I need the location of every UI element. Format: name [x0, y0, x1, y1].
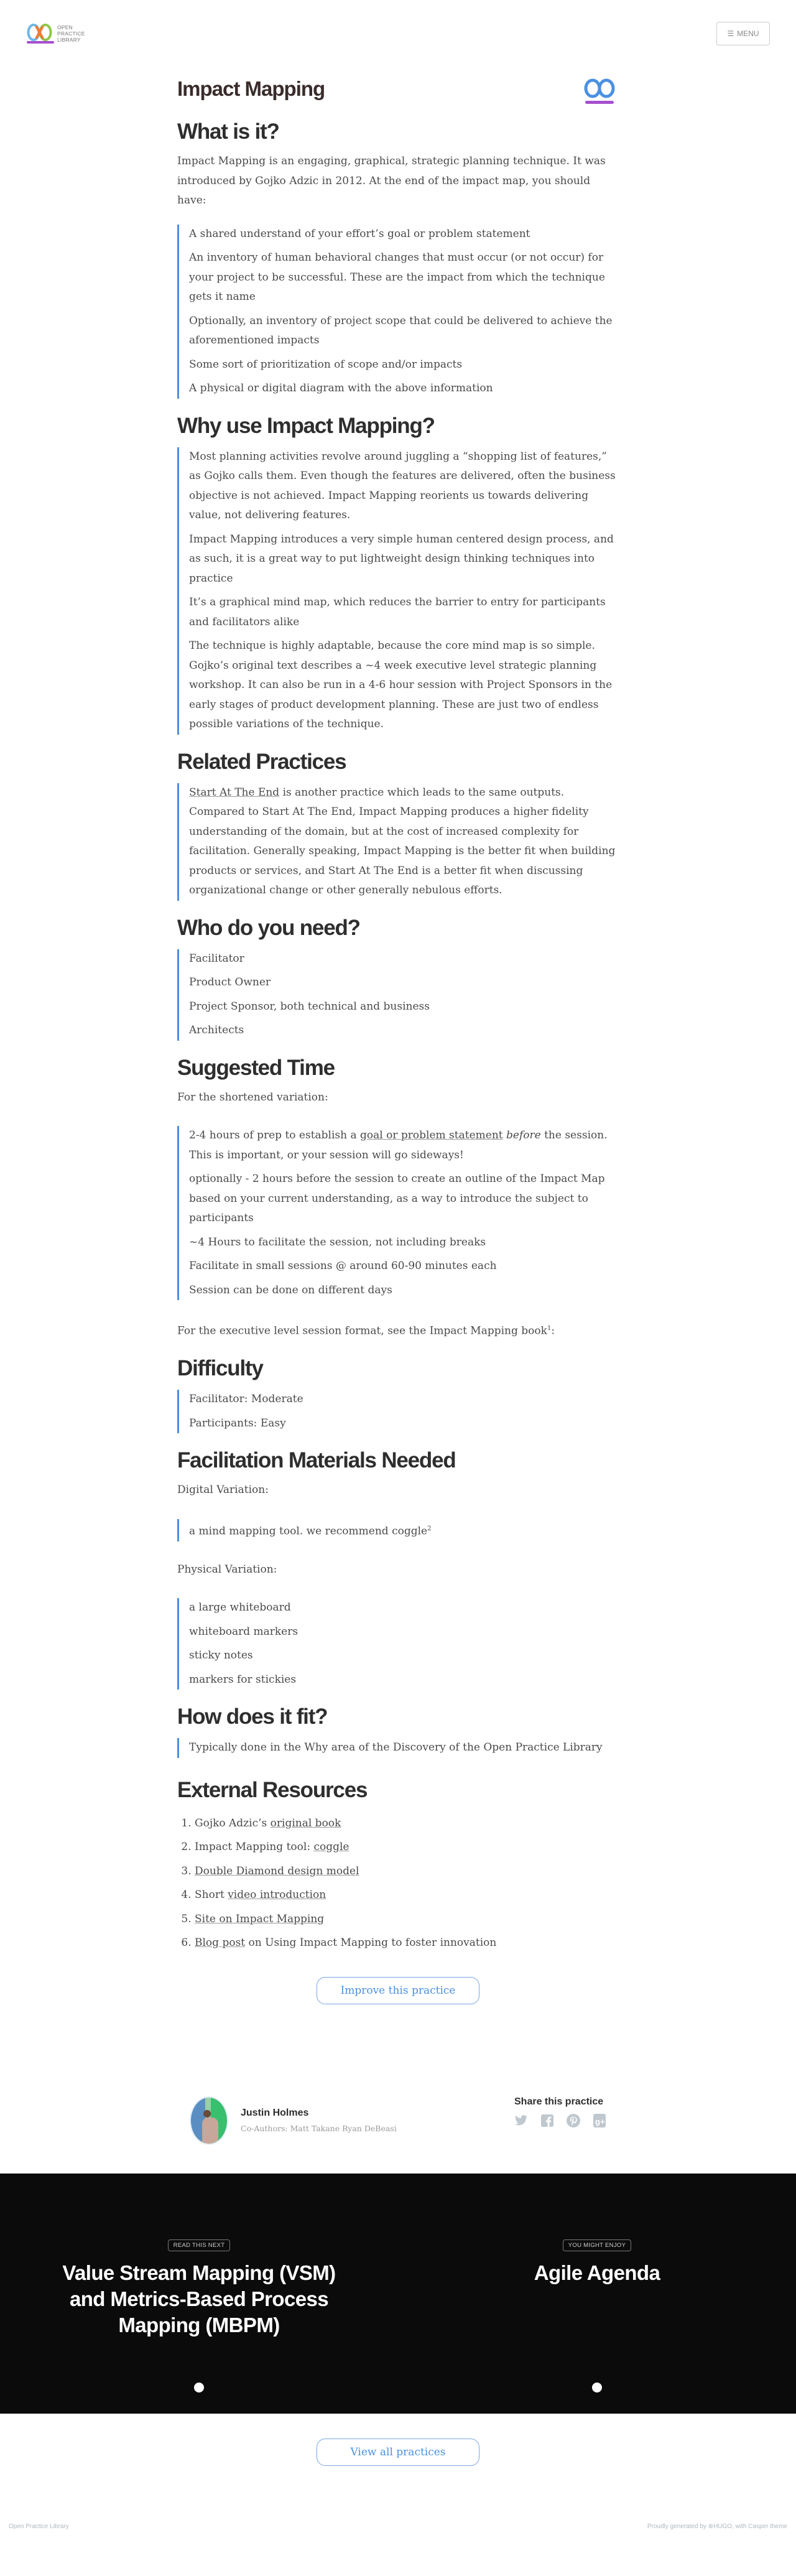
read-next-card[interactable] [0, 2174, 398, 2414]
original-book-link[interactable]: original book [270, 1816, 341, 1830]
text: a mind mapping tool. we recommend coggle [189, 1525, 428, 1538]
related-paragraph [189, 783, 619, 901]
resource-item [195, 1933, 619, 1953]
section-heading: What is it? [177, 119, 279, 144]
section-difficulty [177, 1355, 619, 1433]
might-enjoy-title[interactable]: Agile Agenda [534, 2261, 660, 2284]
fit-text [177, 1738, 619, 1758]
author-section [190, 2079, 606, 2147]
share-section [514, 2096, 606, 2147]
start-at-the-end-link[interactable]: Start At The End [189, 786, 280, 799]
coggle-link[interactable]: coggle [313, 1841, 349, 1854]
infinity-icon [581, 76, 619, 106]
footnote-1[interactable]: 1 [547, 1325, 552, 1332]
list-item: It’s a graphical mind map, which reduces the barrier to entry for participants and facilitators alike [189, 596, 606, 628]
read-next-title[interactable]: Value Stream Mapping (VSM) and Metrics-Based Process Mapping (MBPM) [62, 2261, 336, 2337]
digital-list [177, 1519, 619, 1541]
section-who [177, 914, 619, 1041]
resources-list [177, 1814, 619, 1953]
list-item: sticky notes [189, 1649, 253, 1662]
section-what-is-it [177, 118, 619, 399]
section-heading: Difficulty [177, 1356, 263, 1381]
time-outro [177, 1319, 619, 1341]
svg-text:g+: g+ [595, 2116, 605, 2126]
improve-practice-button[interactable]: Improve this practice [317, 1977, 479, 2004]
site-footer [0, 2523, 796, 2548]
hamburger-icon: ☰ [727, 29, 734, 38]
menu-button[interactable] [716, 22, 770, 45]
author-name[interactable]: Justin Holmes [241, 2108, 309, 2119]
resource-item [195, 1910, 619, 1930]
footer-site-name[interactable]: Open Practice Library [9, 2523, 69, 2530]
section-external-resources [177, 1777, 619, 2004]
list-item [189, 1519, 619, 1541]
might-enjoy-tag: YOU MIGHT ENJOY [563, 2239, 631, 2251]
section-why-use [177, 412, 619, 735]
text: Gojko Adzic’s [195, 1816, 271, 1830]
list-item: optionally - 2 hours before the session to create an outline of the Impact Map based on your current understanding, as a way to introduce the subject to participants [189, 1173, 605, 1224]
circle-icon [592, 2383, 602, 2392]
read-next-tag: READ THIS NEXT [168, 2239, 231, 2251]
logo-infinity-icon [26, 23, 55, 44]
outcomes-list [177, 225, 619, 399]
twitter-icon[interactable] [514, 2114, 528, 2127]
list-item: Facilitate in small sessions @ around 60-90 minutes each [189, 1260, 497, 1272]
google-plus-icon[interactable] [593, 2114, 606, 2127]
practice-article [177, 77, 619, 2004]
section-materials [177, 1447, 619, 1690]
list-item: Session can be done on different days [189, 1283, 392, 1296]
read-next-section [0, 2174, 796, 2414]
double-diamond-link[interactable]: Double Diamond design model [195, 1864, 359, 1877]
menu-label: MENU [737, 29, 759, 38]
list-item: The technique is highly adaptable, because the core mind map is so simple. Gojko’s original text describes a ~4 week executive level strategic planning workshop. It can also be run in a 4-6 hour session with Project Sponsors in the early stages of product development planning. These are just two of endless possible variations of the technique. [189, 639, 613, 730]
why-list [177, 447, 619, 735]
list-item: markers for stickies [189, 1673, 297, 1686]
digital-label: Digital Variation: [177, 1484, 269, 1497]
section-heading: Who do you need? [177, 915, 360, 940]
pinterest-icon[interactable] [567, 2114, 580, 2127]
time-list [177, 1126, 619, 1300]
physical-list [177, 1598, 619, 1690]
blog-post-link[interactable]: Blog post [195, 1937, 246, 1950]
site-logo[interactable] [26, 23, 85, 44]
circle-icon [194, 2383, 204, 2392]
section-heading: How does it fit? [177, 1704, 328, 1729]
roles-list [177, 949, 619, 1041]
difficulty-list [177, 1390, 619, 1433]
text: For the executive level session format, see the Impact Mapping book [177, 1324, 547, 1337]
list-item: ~4 Hours to facilitate the session, not including breaks [189, 1235, 486, 1248]
author-info [190, 2095, 397, 2147]
text: the session. This is important, or your session will go sideways! [189, 1129, 608, 1161]
logo-line: LIBRARY [57, 37, 81, 43]
list-item: A physical or digital diagram with the above information [189, 382, 493, 394]
logo-text [57, 24, 85, 43]
section-related-practices [177, 748, 619, 901]
top-bar [0, 0, 796, 62]
list-item: Facilitator [189, 952, 244, 965]
section-heading: Suggested Time [177, 1055, 335, 1080]
list-item: Impact Mapping introduces a very simple human centered design process, and as such, it is a great way to put lightweight design thinking techniques into practice [189, 532, 614, 585]
page-title: Impact Mapping [177, 77, 325, 100]
footer-credit: Proudly generated by ⊕HUGO, with Casper theme [647, 2523, 787, 2530]
intro-text: Impact Mapping is an engaging, graphical, strategic planning technique. It was introduced by Gojko Adzic in 2012. At the end of the impact map, you should have: [177, 155, 606, 207]
share-icons [514, 2114, 606, 2127]
section-heading: External Resources [177, 1777, 368, 1802]
list-item: Optionally, an inventory of project scope that could be delivered to achieve the aforementioned impacts [189, 314, 613, 346]
logo-line: OPEN [57, 24, 73, 30]
section-heading: Facilitation Materials Needed [177, 1448, 456, 1473]
text: Impact Mapping tool: [195, 1841, 314, 1854]
list-item: A shared understand of your effort’s goal or problem statement [189, 227, 530, 240]
list-item: Participants: Easy [189, 1416, 286, 1430]
emphasis: before [506, 1129, 541, 1142]
time-intro: For the shortened variation: [177, 1090, 328, 1104]
facebook-icon[interactable] [540, 2114, 554, 2127]
resource-item [195, 1862, 619, 1882]
list-item: Most planning activities revolve around juggling a “shopping list of features,” as Gojko calls them. Even though the features are delivered, often the business objective is not achieved. Impact Mapping reorients us towards delivering value, not delivering features. [189, 450, 616, 521]
share-title: Share this practice [514, 2096, 604, 2107]
resource-item [195, 1814, 619, 1834]
section-suggested-time [177, 1054, 619, 1342]
text: : [551, 1324, 555, 1337]
list-item: whiteboard markers [189, 1625, 298, 1638]
logo-line: PRACTICE [57, 30, 85, 37]
video-introduction-link[interactable]: video introduction [228, 1889, 326, 1902]
avatar[interactable] [190, 2096, 228, 2145]
list-item: Some sort of prioritization of scope and/or impacts [189, 358, 463, 371]
list-item: Architects [189, 1024, 244, 1036]
coauthors: Co-Authors: Matt Takane Ryan DeBeasi [241, 2124, 397, 2134]
text: on Using Impact Mapping to foster innovation [245, 1937, 497, 1950]
related-text [177, 783, 619, 901]
physical-label: Physical Variation: [177, 1563, 277, 1576]
section-how-fit [177, 1703, 619, 1758]
might-enjoy-card[interactable] [398, 2174, 796, 2414]
section-heading: Related Practices [177, 749, 346, 774]
section-heading: Why use Impact Mapping? [177, 413, 435, 438]
impact-mapping-site-link[interactable]: Site on Impact Mapping [195, 1912, 325, 1925]
related-body: is another practice which leads to the same outputs. Compared to Start At The End, Impact Mapping produces a higher fidelity understanding of the domain, but at the cost of increased complexity for facilitation. Generally speaking, Impact Mapping is the better fit when building products or services, and Start At The End is a better fit when discussing organizational change or other generally nebulous efforts. [189, 786, 616, 896]
text: 2-4 hours of prep to establish a [189, 1129, 361, 1142]
fit-paragraph: Typically done in the Why area of the Discovery of the Open Practice Library [189, 1741, 603, 1754]
resource-item [195, 1886, 619, 1905]
list-item: a large whiteboard [189, 1601, 291, 1614]
goal-statement-link[interactable]: goal or problem statement [360, 1129, 503, 1142]
list-item: Product Owner [189, 976, 271, 988]
resource-item [195, 1838, 619, 1858]
footnote-2[interactable]: 2 [427, 1525, 432, 1532]
list-item: Project Sponsor, both technical and business [189, 1000, 430, 1013]
text: Short [195, 1889, 228, 1902]
view-all-practices-button[interactable]: View all practices [317, 2439, 479, 2466]
list-item: Facilitator: Moderate [189, 1393, 303, 1406]
list-item: An inventory of human behavioral changes that must occur (or not occur) for your project to be successful. These are the impact from which the technique gets it name [189, 251, 605, 303]
list-item [189, 1126, 619, 1165]
